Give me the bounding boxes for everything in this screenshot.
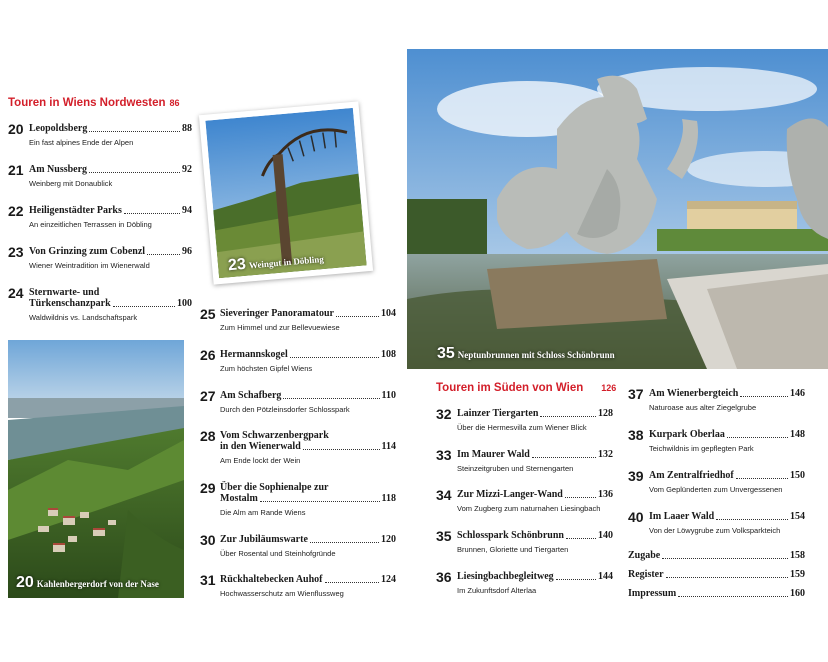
tour-subtitle: Weinberg mit Donaublick bbox=[29, 179, 113, 188]
photo-caption-23: 23 Weingut in Döbling bbox=[227, 253, 325, 275]
tour-title bbox=[29, 246, 192, 257]
tour-subtitle: Steinzeitgruben und Sternengarten bbox=[457, 464, 574, 473]
tour-title-line-1: Über die Sophienalpe zur bbox=[220, 482, 329, 493]
tour-number: 22 bbox=[8, 203, 24, 219]
photo-caption-20: 20 Kahlenbergerdorf von der Nase bbox=[16, 574, 159, 591]
page-number: 88 bbox=[182, 123, 192, 134]
page-number: 128 bbox=[598, 408, 613, 419]
tour-number: 34 bbox=[436, 487, 452, 503]
tour-title-text: Zur Jubiläumswarte bbox=[220, 534, 308, 545]
leader-dots bbox=[540, 416, 596, 417]
photo-caption-35: 35 Neptunbrunnen mit Schloss Schönbrunn bbox=[437, 345, 615, 362]
tour-title-text: Am Schafberg bbox=[220, 390, 282, 401]
tour-subtitle: Durch den Pötzleinsdorfer Schlosspark bbox=[220, 405, 350, 414]
tour-title-text: Schlosspark Schönbrunn bbox=[457, 530, 564, 541]
page-number: 100 bbox=[177, 298, 192, 309]
toc-extra-impressum[interactable] bbox=[628, 588, 805, 599]
tour-title-text: Heiligenstädter Parks bbox=[29, 205, 122, 216]
tour-title-text: Kurpark Oberlaa bbox=[649, 429, 725, 440]
photo-kahlenbergerdorf bbox=[8, 340, 184, 598]
page-number: 124 bbox=[381, 574, 396, 585]
page-number: 120 bbox=[381, 534, 396, 545]
page-number: 132 bbox=[598, 449, 613, 460]
tour-title bbox=[649, 511, 805, 522]
leader-dots bbox=[740, 396, 788, 397]
tour-number: 38 bbox=[628, 427, 644, 443]
tour-subtitle: Zum höchsten Gipfel Wiens bbox=[220, 364, 313, 373]
tour-number: 27 bbox=[200, 388, 216, 404]
page-number: 144 bbox=[598, 571, 613, 582]
tour-title-text: Liesingbachbegleitweg bbox=[457, 571, 554, 582]
tour-subtitle: Hochwasserschutz am Wienflussweg bbox=[220, 589, 344, 598]
page-number: 136 bbox=[598, 489, 613, 500]
leader-dots bbox=[666, 577, 788, 578]
tour-title-text: Sieveringer Panoramatour bbox=[220, 308, 334, 319]
page-number: 96 bbox=[182, 246, 192, 257]
tour-title bbox=[457, 489, 613, 500]
tour-title bbox=[649, 470, 805, 481]
extra-title: Register bbox=[628, 569, 664, 580]
page-number: 159 bbox=[790, 569, 805, 580]
tour-title-text: Türkenschanzpark bbox=[29, 298, 111, 309]
tour-number: 20 bbox=[8, 121, 24, 137]
page-number: 140 bbox=[598, 530, 613, 541]
tour-number: 28 bbox=[200, 428, 216, 444]
tour-number: 25 bbox=[200, 306, 216, 322]
tour-title-line-2 bbox=[220, 493, 396, 504]
tour-title-line-1: Vom Schwarzenbergpark bbox=[220, 430, 329, 441]
tour-title bbox=[29, 164, 192, 175]
page-number: 150 bbox=[790, 470, 805, 481]
tour-subtitle: Im Zukunftsdorf Alterlaa bbox=[457, 586, 537, 595]
leader-dots bbox=[89, 172, 180, 173]
page-number: 94 bbox=[182, 205, 192, 216]
tour-subtitle: Waldwildnis vs. Landschaftspark bbox=[29, 313, 138, 322]
tour-number: 24 bbox=[8, 285, 24, 301]
tour-title-text: Am Wienerbergteich bbox=[649, 388, 739, 399]
tour-title bbox=[457, 408, 613, 419]
tour-subtitle: Über die Hermesvilla zum Wiener Blick bbox=[457, 423, 587, 432]
leader-dots bbox=[336, 316, 379, 317]
page-number: 160 bbox=[790, 588, 805, 599]
leader-dots bbox=[565, 497, 596, 498]
leader-dots bbox=[260, 501, 380, 502]
tour-title-text: Leopoldsberg bbox=[29, 123, 88, 134]
tour-number: 29 bbox=[200, 480, 216, 496]
tour-title-text: Rückhaltebecken Auhof bbox=[220, 574, 323, 585]
page-number: 148 bbox=[790, 429, 805, 440]
page-number: 114 bbox=[381, 441, 396, 452]
tour-title-line-2 bbox=[29, 298, 192, 309]
tour-title bbox=[29, 205, 192, 216]
tour-subtitle: An einzeitlichen Terrassen in Döbling bbox=[29, 220, 152, 229]
tour-title bbox=[220, 308, 396, 319]
page-number: 158 bbox=[790, 550, 805, 561]
toc-extra-register[interactable] bbox=[628, 569, 805, 580]
tour-number: 26 bbox=[200, 347, 216, 363]
leader-dots bbox=[678, 596, 788, 597]
tour-title bbox=[29, 123, 192, 134]
leader-dots bbox=[89, 131, 180, 132]
tour-subtitle: Wiener Weintradition im Wienerwald bbox=[29, 261, 150, 270]
leader-dots bbox=[290, 357, 379, 358]
tour-subtitle: Die Alm am Rande Wiens bbox=[220, 508, 306, 517]
tour-subtitle: Am Ende lockt der Wein bbox=[220, 456, 301, 465]
neptunbrunnen-image bbox=[407, 49, 828, 369]
tour-number: 31 bbox=[200, 572, 216, 588]
tour-title bbox=[649, 429, 805, 440]
tour-title-text: Lainzer Tiergarten bbox=[457, 408, 539, 419]
leader-dots bbox=[556, 579, 596, 580]
tour-subtitle: Von der Löwygrube zum Volksparkteich bbox=[649, 526, 781, 535]
extra-title: Zugabe bbox=[628, 550, 661, 561]
tour-title bbox=[220, 574, 396, 585]
kahlenbergerdorf-image bbox=[8, 340, 184, 598]
leader-dots bbox=[532, 457, 596, 458]
tour-subtitle: Teichwildnis im gepflegten Park bbox=[649, 444, 754, 453]
tour-number: 36 bbox=[436, 569, 452, 585]
leader-dots bbox=[566, 538, 596, 539]
tour-number: 37 bbox=[628, 386, 644, 402]
leader-dots bbox=[662, 558, 788, 559]
leader-dots bbox=[325, 582, 379, 583]
tour-subtitle: Brunnen, Gloriette und Tiergarten bbox=[457, 545, 569, 554]
tour-title bbox=[457, 571, 613, 582]
tour-title-text: Im Laaer Wald bbox=[649, 511, 715, 522]
page-number: 92 bbox=[182, 164, 192, 175]
section-heading-northwest: Touren in Wiens Nordwesten 86 bbox=[8, 97, 180, 109]
tour-title-text: in den Wienerwald bbox=[220, 441, 301, 452]
page-number: 108 bbox=[381, 349, 396, 360]
tour-title-text: Mostalm bbox=[220, 493, 258, 504]
tour-title bbox=[649, 388, 805, 399]
leader-dots bbox=[283, 398, 379, 399]
tour-title-line-1: Sternwarte- und bbox=[29, 287, 100, 298]
photo-neptunbrunnen bbox=[407, 49, 828, 369]
tour-subtitle: Über Rosental und Steinhofgründe bbox=[220, 549, 336, 558]
tour-title-text: Am Zentralfriedhof bbox=[649, 470, 734, 481]
leader-dots bbox=[147, 254, 180, 255]
leader-dots bbox=[727, 437, 788, 438]
tour-title bbox=[220, 349, 396, 360]
leader-dots bbox=[113, 306, 175, 307]
tour-number: 23 bbox=[8, 244, 24, 260]
extra-title: Impressum bbox=[628, 588, 677, 599]
page-number: 154 bbox=[790, 511, 805, 522]
tour-subtitle: Naturoase aus alter Ziegelgrube bbox=[649, 403, 757, 412]
page-number: 110 bbox=[381, 390, 396, 401]
tour-number: 35 bbox=[436, 528, 452, 544]
tour-subtitle: Ein fast alpines Ende der Alpen bbox=[29, 138, 134, 147]
tour-title-text: Hermannskogel bbox=[220, 349, 288, 360]
toc-extra-zugabe[interactable] bbox=[628, 550, 805, 561]
tour-title-text: Zur Mizzi-Langer-Wand bbox=[457, 489, 563, 500]
tour-number: 39 bbox=[628, 468, 644, 484]
leader-dots bbox=[310, 542, 379, 543]
tour-number: 33 bbox=[436, 447, 452, 463]
tour-number: 40 bbox=[628, 509, 644, 525]
tour-number: 30 bbox=[200, 532, 216, 548]
tour-subtitle: Vom Geplünderten zum Unvergessenen bbox=[649, 485, 783, 494]
leader-dots bbox=[716, 519, 788, 520]
leader-dots bbox=[303, 449, 380, 450]
tour-title bbox=[220, 390, 396, 401]
leader-dots bbox=[736, 478, 788, 479]
page-number: 146 bbox=[790, 388, 805, 399]
tour-subtitle: Zum Himmel und zur Bellevuewiese bbox=[220, 323, 340, 332]
page-number: 104 bbox=[381, 308, 396, 319]
tour-number: 21 bbox=[8, 162, 24, 178]
tour-title-text: Im Maurer Wald bbox=[457, 449, 530, 460]
section-heading-south: Touren im Süden von Wien 126 bbox=[436, 382, 617, 394]
tour-title bbox=[457, 530, 613, 541]
tour-subtitle: Vom Zugberg zum naturnahen Liesingbach bbox=[457, 504, 601, 513]
leader-dots bbox=[124, 213, 180, 214]
tour-title-text: Von Grinzing zum Cobenzl bbox=[29, 246, 146, 257]
tour-title bbox=[220, 534, 396, 545]
page-number: 118 bbox=[381, 493, 396, 504]
tour-title-line-2 bbox=[220, 441, 396, 452]
photo-weingut-doebling bbox=[199, 101, 373, 284]
tour-title-text: Am Nussberg bbox=[29, 164, 88, 175]
tour-title bbox=[457, 449, 613, 460]
tour-number: 32 bbox=[436, 406, 452, 422]
